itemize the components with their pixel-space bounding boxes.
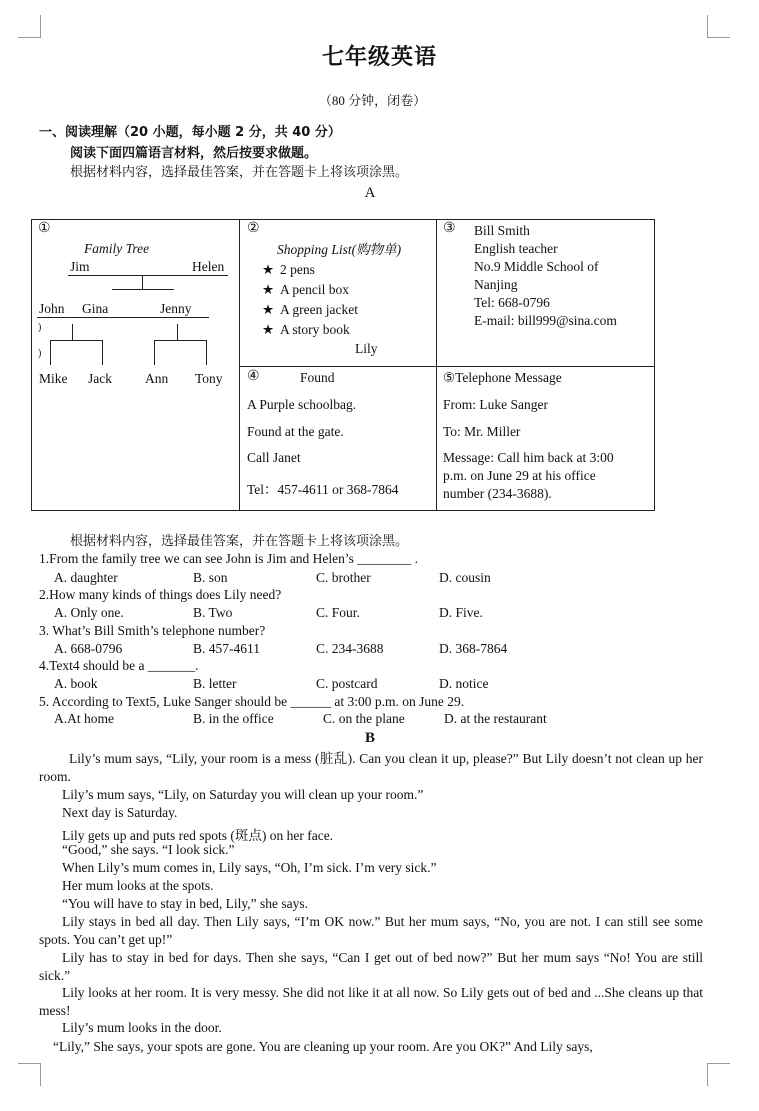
passage-a-label: A — [364, 185, 376, 201]
story-paragraph: Lily has to stay in bed for days. Then she says, “Can I get out of bed now?” But her mum says “No! You are still sick.” — [39, 950, 703, 983]
story-line: “You will have to stay in bed, Lily,” she says. — [62, 896, 308, 911]
story-line: “Good,” she says. “I look sick.” — [62, 842, 235, 857]
answer-option[interactable]: C. on the plane — [323, 711, 405, 726]
question-stem: 5. According to Text5, Luke Sanger should be ______ at 3:00 p.m. on June 29. — [39, 694, 465, 709]
tree-mark: ) — [38, 322, 42, 333]
card-line: English teacher — [474, 241, 558, 256]
table-divider — [239, 366, 655, 367]
section-subheading: 阅读下面四篇语言材料，然后按要求做题。 — [70, 146, 318, 161]
answer-option[interactable]: C. postcard — [316, 676, 378, 691]
text2-number: ② — [247, 221, 260, 236]
shopping-item: ★ 2 pens — [262, 262, 315, 277]
shopping-item: ★ A story book — [262, 322, 350, 337]
page-title: 七年级英语 — [321, 45, 437, 70]
tree-line — [112, 289, 174, 290]
shopping-item: ★ A green jacket — [262, 302, 358, 317]
tree-line — [68, 275, 228, 276]
family-member: Jim — [70, 259, 90, 274]
answer-option[interactable]: D. Five. — [439, 605, 483, 620]
page-subtitle: （80 分钟，闭卷） — [318, 93, 427, 108]
family-member: Ann — [145, 371, 169, 386]
story-line: Lily’s mum looks in the door. — [62, 1020, 222, 1035]
star-icon: ★ — [262, 322, 275, 337]
message-line: p.m. on June 29 at his office — [443, 468, 596, 483]
star-icon: ★ — [262, 262, 275, 277]
story-paragraph: Lily’s mum says, “Lily, your room is a mess (脏乱). Can you clean it up, please?” But Lily doesn’t not clean up her room. — [39, 751, 703, 784]
tree-line — [37, 317, 209, 318]
tree-line — [102, 340, 103, 365]
family-member: Jenny — [160, 301, 192, 316]
tree-line — [177, 324, 178, 340]
found-line: Found at the gate. — [247, 424, 344, 439]
answer-option[interactable]: A. Only one. — [54, 605, 124, 620]
crop-mark-bottom-right — [707, 1063, 730, 1086]
answer-option[interactable]: A. 668-0796 — [54, 641, 123, 656]
family-member: Jack — [88, 371, 112, 386]
shopping-list-title: Shopping List(购物单) — [277, 242, 402, 257]
story-line: When Lily’s mum comes in, Lily says, “Oh, I’m sick. I’m very sick.” — [62, 860, 437, 875]
question-stem: 2.How many kinds of things does Lily need? — [39, 587, 282, 602]
found-title: Found — [300, 370, 335, 385]
tree-line — [72, 324, 73, 340]
answer-option[interactable]: D. notice — [439, 676, 489, 691]
answer-option[interactable]: B. Two — [193, 605, 233, 620]
answer-option[interactable]: B. in the office — [193, 711, 274, 726]
family-member: Helen — [192, 259, 225, 274]
section-instruction: 根据材料内容，选择最佳答案，并在答题卡上将该项涂黑。 — [70, 165, 409, 180]
answer-option[interactable]: B. letter — [193, 676, 237, 691]
answer-option[interactable]: A. book — [54, 676, 98, 691]
card-line: No.9 Middle School of — [474, 259, 599, 274]
star-icon: ★ — [262, 282, 275, 297]
crop-mark-top-left — [18, 15, 41, 38]
passage-b-label: B — [364, 730, 375, 746]
shopping-item: ★ A pencil box — [262, 282, 349, 297]
family-member: Tony — [195, 371, 223, 386]
table-divider — [239, 220, 240, 510]
question-stem: 4.Text4 should be a _______. — [39, 658, 199, 673]
message-to: To: Mr. Miller — [443, 424, 521, 439]
text3-number: ③ — [443, 221, 456, 236]
story-paragraph: “Lily,” She says, your spots are gone. You are cleaning up your room. Are you OK?” And Lily says, — [53, 1039, 593, 1054]
found-line: A Purple schoolbag. — [247, 397, 357, 412]
story-line: Her mum looks at the spots. — [62, 878, 214, 893]
shopping-list-signature: Lily — [355, 341, 378, 356]
table-divider — [436, 220, 437, 510]
tree-line — [50, 340, 51, 365]
answer-option[interactable]: B. son — [193, 570, 228, 585]
answer-option[interactable]: D. 368-7864 — [439, 641, 508, 656]
answer-option[interactable]: A.At home — [54, 711, 114, 726]
tree-line — [50, 340, 102, 341]
text1-number: ① — [38, 221, 51, 236]
message-line: Message: Call him back at 3:00 — [443, 450, 614, 465]
card-line: E-mail: bill999@sina.com — [474, 313, 617, 328]
story-paragraph: Lily stays in bed all day. Then Lily says, “I’m OK now.” But her mum says, “No, you are not. I can still see some spots. You can’t get up!” — [39, 914, 703, 947]
found-line: Tel：457-4611 or 368-7864 — [247, 482, 399, 497]
crop-mark-bottom-left — [18, 1063, 41, 1086]
card-line: Nanjing — [474, 277, 518, 292]
story-line: Lily’s mum says, “Lily, on Saturday you will clean up your room.” — [62, 787, 424, 802]
tree-line — [154, 340, 206, 341]
family-member: Mike — [39, 371, 68, 386]
story-line: Next day is Saturday. — [62, 805, 178, 820]
star-icon: ★ — [262, 302, 275, 317]
story-paragraph: Lily looks at her room. It is very messy. She did not like it at all now. So Lily gets out of bed and ...She cleans up that mess! — [39, 985, 703, 1018]
family-member: John — [39, 301, 65, 316]
tree-line — [206, 340, 207, 365]
tree-line — [142, 275, 143, 289]
message-from: From: Luke Sanger — [443, 397, 548, 412]
answer-option[interactable]: D. at the restaurant — [444, 711, 547, 726]
text4-number: ④ — [247, 369, 260, 384]
card-line: Tel: 668-0796 — [474, 295, 550, 310]
question-stem: 3. What’s Bill Smith’s telephone number? — [39, 623, 266, 638]
answer-option[interactable]: C. 234-3688 — [316, 641, 384, 656]
found-line: Call Janet — [247, 450, 301, 465]
answer-option[interactable]: A. daughter — [54, 570, 118, 585]
answer-option[interactable]: C. brother — [316, 570, 371, 585]
question-stem: 1.From the family tree we can see John is Jim and Helen’s ________ . — [39, 551, 419, 566]
crop-mark-top-right — [707, 15, 730, 38]
materials-table — [31, 219, 655, 511]
card-line: Bill Smith — [474, 223, 530, 238]
answer-option[interactable]: C. Four. — [316, 605, 360, 620]
tree-line — [154, 340, 155, 365]
story-line: Lily gets up and puts red spots (斑点) on her face. — [62, 828, 334, 843]
answer-option[interactable]: D. cousin — [439, 570, 491, 585]
section-heading: 一、阅读理解（20 小题，每小题 2 分，共 40 分） — [39, 125, 341, 140]
family-member: Gina — [82, 301, 109, 316]
questions-instruction: 根据材料内容，选择最佳答案，并在答题卡上将该项涂黑。 — [70, 534, 409, 549]
tree-mark: ) — [38, 348, 42, 359]
answer-option[interactable]: B. 457-4611 — [193, 641, 260, 656]
message-line: number (234-3688). — [443, 486, 552, 501]
family-tree-title: Family Tree — [84, 241, 150, 256]
telephone-message-title: ⑤Telephone Message — [443, 370, 562, 385]
